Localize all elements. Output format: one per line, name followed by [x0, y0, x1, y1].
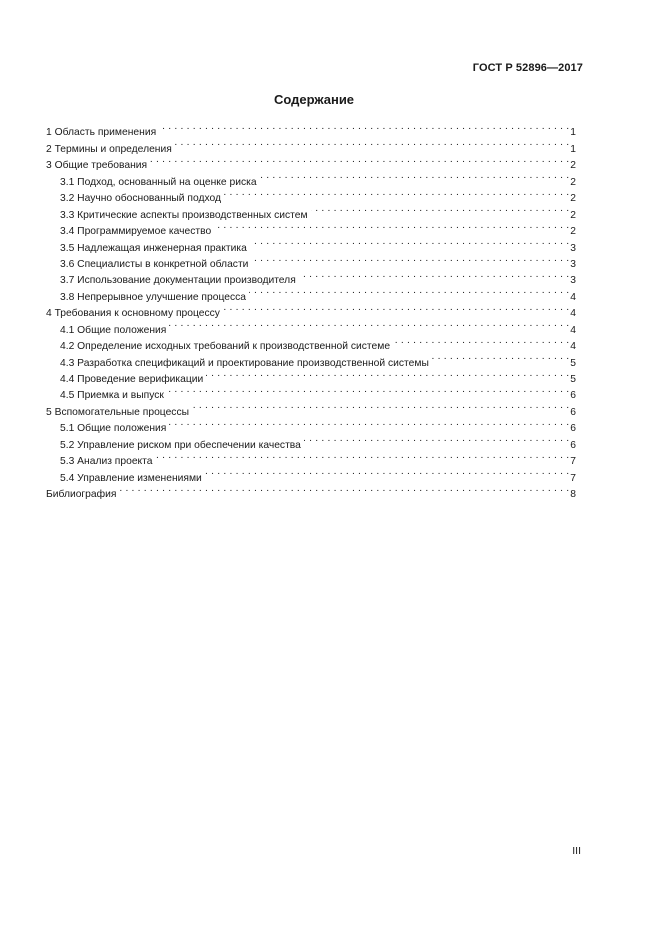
toc-dot-leader — [192, 398, 569, 414]
toc-entry-label: 3.1 Подход, основанный на оценке риска — [60, 176, 257, 188]
toc-entry-label: 5 Вспомогательные процессы — [46, 406, 190, 418]
toc-entry-page: 4 — [570, 308, 576, 320]
toc-dot-leader — [167, 382, 569, 398]
toc-entry-page: 3 — [570, 242, 576, 254]
toc-entry-page: 2 — [570, 193, 576, 205]
page-number: III — [572, 845, 581, 857]
toc-dot-leader — [175, 135, 569, 151]
toc-entry-page: 8 — [570, 489, 576, 501]
toc-entry-label: 5.4 Управление изменениями — [60, 472, 202, 484]
toc-entry-page: 3 — [570, 275, 576, 287]
toc-entry-label: 4.1 Общие положения — [60, 324, 167, 336]
toc-dot-leader — [156, 448, 570, 464]
toc-dot-leader — [304, 431, 569, 447]
toc-dot-leader — [311, 201, 570, 217]
toc-entry-label: Библиография — [46, 489, 117, 501]
toc-entry-page: 6 — [570, 390, 576, 402]
toc-entry-label: 2 Термины и определения — [46, 143, 172, 155]
toc-dot-leader — [159, 119, 569, 135]
toc-entry-page: 1 — [570, 127, 576, 139]
toc-dot-leader — [119, 481, 569, 497]
toc-entry-label: 5.2 Управление риском при обеспечении качества — [60, 439, 301, 451]
toc-entry-page: 2 — [570, 226, 576, 238]
toc-entry-page: 2 — [570, 209, 576, 221]
toc-dot-leader — [393, 333, 569, 349]
toc-entry[interactable] — [46, 481, 576, 501]
toc-entry-label: 3.2 Научно обоснованный подход — [60, 193, 222, 205]
toc-entry-page: 6 — [570, 406, 576, 418]
document-code: ГОСТ Р 52896—2017 — [472, 62, 583, 74]
toc-dot-leader — [224, 185, 569, 201]
toc-entry-label: 4.3 Разработка спецификаций и проектирование производственной системы — [60, 357, 429, 369]
toc-entry-page: 5 — [570, 374, 576, 385]
toc-entry-label: 4.5 Приемка и выпуск — [60, 390, 164, 402]
toc-dot-leader — [250, 234, 569, 250]
toc-dot-leader — [260, 168, 570, 184]
toc-dot-leader — [432, 349, 569, 365]
toc-dot-leader — [249, 283, 569, 299]
toc-dot-leader — [205, 464, 569, 480]
toc-entry-page: 7 — [570, 456, 576, 468]
toc-entry-page: 5 — [570, 357, 576, 369]
toc-entry-label: 3.8 Непрерывное улучшение процесса — [60, 291, 246, 303]
toc-entry-label: 3 Общие требования — [46, 160, 148, 172]
toc-entry-page: 2 — [570, 176, 576, 188]
toc-entry-page: 1 — [570, 143, 576, 155]
toc-entry-label: 3.3 Критические аспекты производственных систем — [60, 209, 308, 221]
toc-entry-page: 4 — [570, 341, 576, 353]
toc-entry-label: 3.7 Использование документации производителя — [60, 275, 296, 287]
toc-entry-label: 4.2 Определение исходных требований к производственной системе — [60, 341, 391, 353]
toc-entry-label: 1 Область применения — [46, 127, 157, 139]
toc-entry-page: 3 — [570, 258, 576, 270]
toc-dot-leader — [251, 251, 569, 267]
toc-dot-leader — [150, 152, 569, 168]
toc-entry-label: 3.6 Специалисты в конкретной области — [60, 258, 249, 270]
toc-entry-label: 4 Требования к основному процессу — [46, 308, 220, 320]
toc-dot-leader — [214, 218, 569, 234]
toc-entry-page: 6 — [570, 439, 576, 451]
toc-entry-page: 4 — [570, 324, 576, 336]
toc-title: Содержание — [273, 92, 355, 107]
toc-dot-leader — [169, 415, 569, 431]
toc-entry-label: 5.3 Анализ проекта — [60, 456, 153, 468]
toc-dot-leader — [223, 300, 569, 316]
table-of-contents — [46, 119, 576, 501]
toc-entry-label: 3.4 Программируемое качество — [60, 226, 212, 238]
toc-entry-page: 7 — [570, 472, 576, 484]
toc-dot-leader — [206, 366, 569, 382]
toc-dot-leader — [299, 267, 569, 283]
toc-entry-label: 3.5 Надлежащая инженерная практика — [60, 242, 247, 254]
toc-entry-page: 4 — [570, 291, 576, 303]
toc-dot-leader — [169, 316, 569, 332]
toc-entry[interactable] — [46, 119, 576, 139]
toc-entry-page: 2 — [570, 160, 576, 172]
toc-entry-label: 4.4 Проведение верификации — [60, 374, 204, 385]
toc-entry-page: 6 — [570, 423, 576, 435]
toc-entry-label: 5.1 Общие положения — [60, 423, 167, 435]
